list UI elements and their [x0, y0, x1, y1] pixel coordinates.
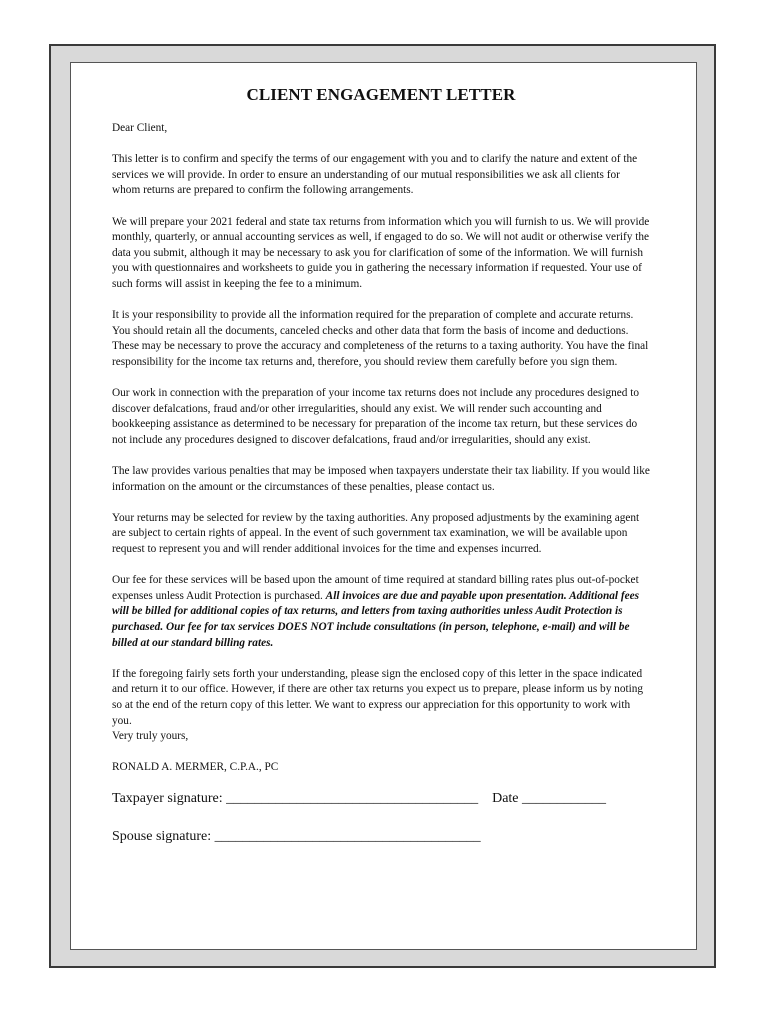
paragraph-procedures: Our work in connection with the preparation of your income tax returns does not include any procedures designed to discover defalcations, fraud and/or other irregularities, should any exist. We will render such accounting and bookkeeping assistance as determined to be necessary for preparation of the income tax return, but these services do not include any procedures designed to discover defalcations, fraud and/or irregularities, should any exist.: [112, 387, 640, 446]
paragraph-purpose: This letter is to confirm and specify the terms of our engagement with you and to clarify the nature and extent of the services we will provide. In order to ensure an understanding of our mutual responsibilities we ask all clients for whom returns are prepared to confirm the following arrangements.: [112, 153, 638, 197]
letter-title: CLIENT ENGAGEMENT LETTER: [246, 85, 516, 104]
fees-emphasis-text: All invoices are due and payable upon presentation. Additional fees will be billed for additional copies of tax returns, and letters from taxing authorities unless Audit Protection is purchased. Our fee for tax services DOES NOT include consultations (in person, telephone, e-mail) and will be billed at our standard billing rates.: [112, 589, 640, 649]
closing: Very truly yours,: [112, 730, 189, 743]
spouse-signature-field[interactable]: Spouse signature: ______________________________________: [112, 828, 481, 844]
date-field[interactable]: Date ____________: [492, 790, 607, 806]
paragraph-fees: [112, 573, 650, 651]
paragraph-client-responsibility: It is your responsibility to provide all the information required for the preparation of complete and accurate returns. You should retain all the documents, canceled checks and other data that form the basis of income and deductions. These may be necessary to prove the accuracy and completeness of the returns to a taxing authority. You have the final responsibility for the income tax returns and, therefore, you should review them carefully before you sign them.: [112, 309, 649, 368]
paragraph-services: We will prepare your 2021 federal and state tax returns from information which you will furnish to us. We will provide monthly, quarterly, or annual accounting services as well, if engaged to do so. We will not audit or otherwise verify the data you submit, although it may be necessary to ask you for clarification of some of the information. We will furnish you with questionnaires and worksheets to guide you in gathering the necessary information if requested. Your use of such forms will assist in keeping the fee to a minimum.: [112, 215, 650, 290]
fees-plain-text: Our fee for these services will be based upon the amount of time required at standard billing rates plus out-of-pocket expenses unless Audit Protection is purchased.: [112, 574, 639, 602]
taxpayer-signature-row: [112, 790, 650, 808]
paragraph-review: Your returns may be selected for review by the taxing authorities. Any proposed adjustments by the examining agent are subject to certain rights of appeal. In the event of such government tax examination, we will be available upon request to represent you and will render additional invoices for the time and expenses incurred.: [112, 511, 640, 556]
letter-content: [112, 84, 650, 866]
paragraph-agreement: If the foregoing fairly sets forth your understanding, please sign the enclosed copy of this letter in the space indicated and return it to our office. However, if there are other tax returns you expect us to prepare, please inform us by noting so at the end of the return copy of this letter. We want to express our appreciation for this opportunity to work with you.: [112, 667, 644, 727]
salutation: Dear Client,: [112, 122, 168, 134]
taxpayer-signature-field[interactable]: Taxpayer signature: ____________________________________: [112, 790, 479, 806]
signer-name: RONALD A. MERMER, C.P.A., PC: [112, 761, 279, 774]
paragraph-penalties: The law provides various penalties that may be imposed when taxpayers understate their tax liability. If you would like information on the amount or the circumstances of these penalties, please contact us.: [112, 465, 650, 493]
